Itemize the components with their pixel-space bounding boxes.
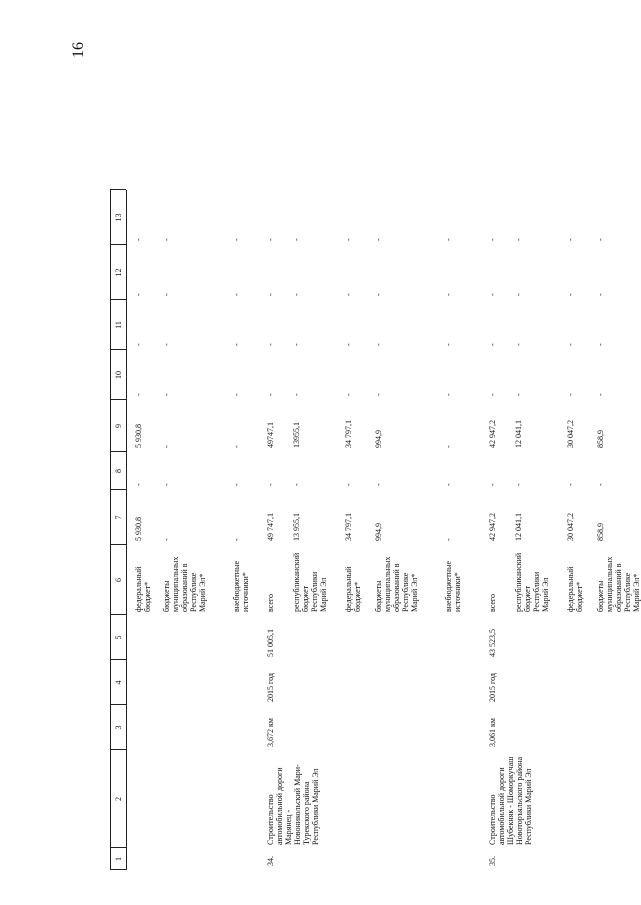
object-name: Строительство автомобильной дороги Шубекняк - Шоморкучаш Новоторъяльского района Республики Марий Эл <box>488 756 533 845</box>
value-cell: 34 797,1 <box>344 513 353 541</box>
value-cell: - <box>374 293 383 296</box>
value-cell: - <box>232 343 241 346</box>
value-cell: 858,9 <box>596 523 605 541</box>
value-cell: 12 041,1 <box>514 420 523 448</box>
estimated-cost: 51 005,1 <box>266 629 275 657</box>
value-cell: - <box>596 393 605 396</box>
value-cell: - <box>444 393 453 396</box>
funding-source: бюджеты муниципальных образований в Республике Марий Эл* <box>162 556 207 612</box>
value-cell: - <box>596 343 605 346</box>
construction-year: 2015 год <box>488 673 497 702</box>
header-bottom-border <box>126 190 127 870</box>
value-cell: - <box>232 483 241 486</box>
value-cell: 13955,1 <box>292 422 301 448</box>
value-cell: 49 747,1 <box>266 513 275 541</box>
value-cell: - <box>162 293 171 296</box>
value-cell: - <box>444 445 453 448</box>
value-cell: - <box>566 393 575 396</box>
column-header-12: 12 <box>114 268 123 277</box>
value-cell: - <box>444 293 453 296</box>
column-header-8: 8 <box>114 469 123 473</box>
value-cell: - <box>292 238 301 241</box>
value-cell: - <box>566 483 575 486</box>
value-cell: - <box>596 483 605 486</box>
value-cell: - <box>162 343 171 346</box>
row-number: 35. <box>488 856 497 866</box>
value-cell: - <box>344 238 353 241</box>
value-cell: - <box>162 445 171 448</box>
road-length: 3,672 км <box>266 718 275 747</box>
funding-source: федеральный бюджет* <box>566 566 584 612</box>
funding-source: федеральный бюджет* <box>134 566 152 612</box>
funding-source: бюджеты муниципальных образований в Республике Марий Эл* <box>374 556 419 612</box>
value-cell: - <box>374 343 383 346</box>
value-cell: - <box>266 343 275 346</box>
value-cell: - <box>162 393 171 396</box>
column-header-6: 6 <box>114 578 123 582</box>
funding-source: федеральный бюджет* <box>344 566 362 612</box>
value-cell: - <box>266 238 275 241</box>
funding-source: бюджеты муниципальных образований в Республике Марий Эл* <box>596 556 641 612</box>
value-cell: - <box>444 343 453 346</box>
value-cell: 30 047,2 <box>566 513 575 541</box>
value-cell: - <box>596 293 605 296</box>
value-cell: - <box>232 445 241 448</box>
value-cell: 5 930,8 <box>134 517 143 541</box>
construction-year: 2015 год <box>266 673 275 702</box>
value-cell: - <box>344 343 353 346</box>
value-cell: - <box>444 483 453 486</box>
value-cell: 858,9 <box>596 430 605 448</box>
value-cell: - <box>488 393 497 396</box>
value-cell: - <box>134 238 143 241</box>
column-header-3: 3 <box>114 725 123 730</box>
funding-source: республиканский бюджет Республики Марий Эл <box>292 552 328 612</box>
value-cell: - <box>344 293 353 296</box>
value-cell: - <box>232 293 241 296</box>
funding-source: всего <box>266 593 275 612</box>
funding-source: всего <box>488 593 497 612</box>
value-cell: - <box>488 343 497 346</box>
funding-source: внебюджетные источники* <box>232 561 250 612</box>
table-top-border <box>110 190 111 870</box>
value-cell: - <box>134 483 143 486</box>
value-cell: - <box>266 293 275 296</box>
column-header-1: 1 <box>114 857 123 861</box>
value-cell: - <box>514 293 523 296</box>
object-name: Строительство автомобильной дороги Марянец - Новоникольский Мари-Турекского района Республики Марий Эл <box>266 764 320 845</box>
page-number: 16 <box>70 42 87 58</box>
value-cell: - <box>374 238 383 241</box>
budget-table <box>110 120 641 870</box>
value-cell: 12 041,1 <box>514 513 523 541</box>
column-header-7: 7 <box>114 515 123 520</box>
value-cell: - <box>514 483 523 486</box>
value-cell: 13 955,1 <box>292 513 301 541</box>
column-header-11: 11 <box>114 321 123 329</box>
value-cell: - <box>488 483 497 486</box>
funding-source: внебюджетные источники* <box>444 561 462 612</box>
value-cell: 42 947,2 <box>488 420 497 448</box>
value-cell: - <box>292 293 301 296</box>
value-cell: - <box>488 293 497 296</box>
funding-source: республиканский бюджет Республики Марий Эл <box>514 552 550 612</box>
value-cell: 994,9 <box>374 523 383 541</box>
column-header-10: 10 <box>114 371 123 379</box>
value-cell: - <box>292 343 301 346</box>
value-cell: 34 797,1 <box>344 420 353 448</box>
value-cell: - <box>266 393 275 396</box>
value-cell: - <box>514 343 523 346</box>
value-cell: - <box>162 538 171 541</box>
value-cell: 30 047,2 <box>566 420 575 448</box>
value-cell: - <box>162 483 171 486</box>
value-cell: - <box>232 393 241 396</box>
value-cell: 5 930,8 <box>134 424 143 448</box>
value-cell: - <box>292 483 301 486</box>
value-cell: - <box>134 293 143 296</box>
value-cell: - <box>292 393 301 396</box>
column-header-4: 4 <box>114 680 123 685</box>
value-cell: - <box>488 238 497 241</box>
value-cell: - <box>374 483 383 486</box>
value-cell: - <box>162 238 171 241</box>
column-header-13: 13 <box>114 213 123 222</box>
value-cell: - <box>232 238 241 241</box>
column-header-2: 2 <box>114 797 123 801</box>
value-cell: - <box>444 538 453 541</box>
value-cell: - <box>566 343 575 346</box>
value-cell: - <box>444 238 453 241</box>
value-cell: - <box>566 293 575 296</box>
value-cell: 49747,1 <box>266 422 275 448</box>
value-cell: - <box>344 483 353 486</box>
value-cell: - <box>566 238 575 241</box>
value-cell: - <box>134 343 143 346</box>
row-number: 34. <box>266 856 275 866</box>
value-cell: - <box>514 393 523 396</box>
value-cell: - <box>232 538 241 541</box>
value-cell: - <box>374 393 383 396</box>
value-cell: - <box>266 483 275 486</box>
road-length: 3,061 км <box>488 718 497 747</box>
column-header-5: 5 <box>114 635 123 640</box>
value-cell: - <box>344 393 353 396</box>
value-cell: 42 947,2 <box>488 513 497 541</box>
value-cell: - <box>596 238 605 241</box>
value-cell: - <box>514 238 523 241</box>
value-cell: 994,9 <box>374 430 383 448</box>
column-header-9: 9 <box>114 424 123 428</box>
estimated-cost: 43 523,5 <box>488 629 497 657</box>
value-cell: - <box>134 393 143 396</box>
